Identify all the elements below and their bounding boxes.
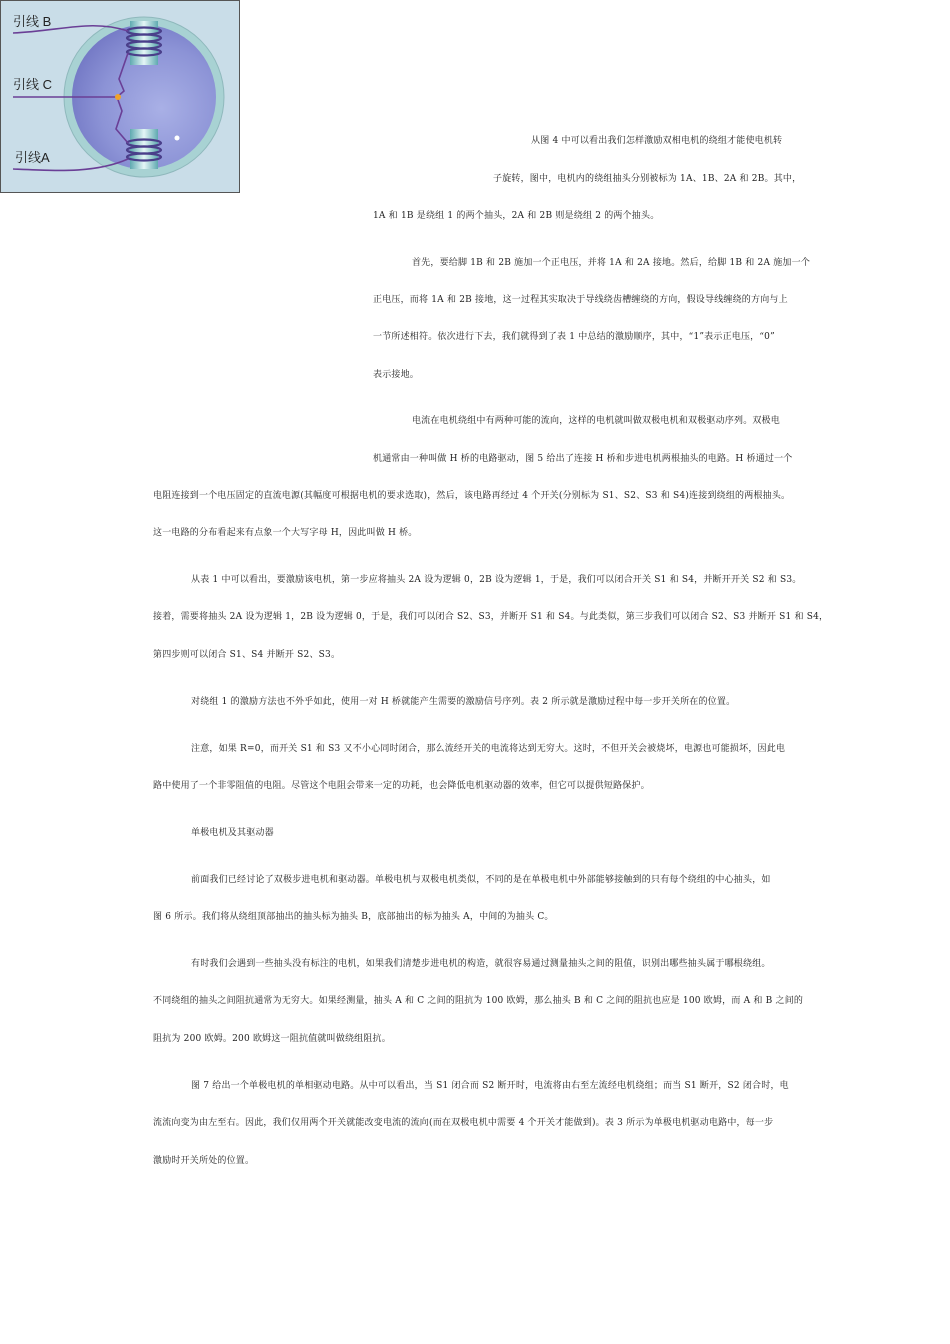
text-line: 注意，如果 R=0，而开关 S1 和 S3 又不小心同时闭合，那么流经开关的电流将达到无穷大。这时，不但开关会被烧坏，电源也可能损坏，因此电 bbox=[191, 744, 786, 754]
section-heading: 单极电机及其驱动器 bbox=[191, 828, 274, 838]
text-line: 机通常由一种叫做 H 桥的电路驱动，图 5 给出了连接 H 桥和步进电机两根抽头的电路。H 桥通过一个 bbox=[373, 454, 793, 464]
text-line: 不同绕组的抽头之间阻抗通常为无穷大。如果经测量，抽头 A 和 C 之间的阻抗为 100 欧姆，那么抽头 B 和 C 之间的阻抗也应是 100 欧姆，而 A 和 B 之间的 bbox=[153, 996, 804, 1006]
text-line: 第四步则可以闭合 S1、S4 并断开 S2、S3。 bbox=[153, 650, 341, 660]
text-line: 电流在电机绕组中有两种可能的流向，这样的电机就叫做双极电机和双极驱动序列。双极电 bbox=[412, 416, 781, 426]
text-line: 前面我们已经讨论了双极步进电机和驱动器。单极电机与双极电机类似，不同的是在单极电机中外部能够接触到的只有每个绕组的中心抽头，如 bbox=[191, 875, 771, 885]
text-line: 流流向变为由左至右。因此，我们仅用两个开关就能改变电流的流向(而在双极电机中需要 4 个开关才能做到)。表 3 所示为单极电机驱动电路中，每一步 bbox=[153, 1118, 774, 1128]
text-line: 子旋转，图中，电机内的绕组抽头分别被标为 1A、1B、2A 和 2B。其中， bbox=[493, 174, 802, 184]
motor-winding-figure bbox=[0, 0, 240, 193]
text-line: 接着，需要将抽头 2A 设为逻辑 1，2B 设为逻辑 0，于是，我们可以闭合 S2、S3，并断开 S1 和 S4。与此类似，第三步我们可以闭合 S2、S3 并断开 S1 和 S4， bbox=[153, 612, 829, 622]
text-line: 表示接地。 bbox=[373, 370, 420, 380]
text-line: 阻抗为 200 欧姆。200 欧姆这一阻抗值就叫做绕组阻抗。 bbox=[153, 1034, 391, 1044]
text-line: 路中使用了一个非零阻值的电阻。尽管这个电阻会带来一定的功耗，也会降低电机驱动器的效率，但它可以提供短路保护。 bbox=[153, 781, 650, 791]
text-line: 一节所述相符。依次进行下去，我们就得到了表 1 中总结的激励顺序，其中，“1”表示正电压，“0” bbox=[373, 332, 775, 342]
lead-b-label: 引线 B bbox=[13, 14, 52, 29]
text-line: 从图 4 中可以看出我们怎样激励双相电机的绕组才能使电机转 bbox=[531, 136, 783, 146]
text-line: 正电压，而将 1A 和 2B 接地，这一过程其实取决于导线绕齿槽缠绕的方向，假设导线缠绕的方向与上 bbox=[373, 295, 788, 305]
text-line: 这一电路的分布看起来有点象一个大写字母 H，因此叫做 H 桥。 bbox=[153, 528, 418, 538]
text-line: 图 6 所示。我们将从绕组顶部抽出的抽头标为抽头 B，底部抽出的标为抽头 A，中间的为抽头 C。 bbox=[153, 912, 554, 922]
text-line: 电阻连接到一个电压固定的直流电源(其幅度可根据电机的要求选取)，然后，该电路再经过 4 个开关(分别标为 S1、S2、S3 和 S4)连接到绕组的两根抽头。 bbox=[153, 491, 791, 501]
text-line: 图 7 给出一个单极电机的单相驱动电路。从中可以看出，当 S1 闭合而 S2 断开时，电流将由右至左流经电机绕组；而当 S1 断开，S2 闭合时，电 bbox=[191, 1081, 789, 1091]
lead-a-label: 引线A bbox=[15, 150, 50, 165]
text-line: 有时我们会遇到一些抽头没有标注的电机，如果我们清楚步进电机的构造，就很容易通过测量抽头之间的阻值，识别出哪些抽头属于哪根绕组。 bbox=[191, 959, 771, 969]
motor-diagram bbox=[1, 1, 239, 192]
text-line: 对绕组 1 的激励方法也不外乎如此，使用一对 H 桥就能产生需要的激励信号序列。表 2 所示就是激励过程中每一步开关所在的位置。 bbox=[191, 697, 736, 707]
text-line: 首先，要给脚 1B 和 2B 施加一个正电压，并将 1A 和 2A 接地。然后，给脚 1B 和 2A 施加一个 bbox=[412, 258, 811, 268]
text-line: 1A 和 1B 是绕组 1 的两个抽头，2A 和 2B 则是绕组 2 的两个抽头。 bbox=[373, 211, 660, 221]
lead-c-label: 引线 C bbox=[13, 77, 53, 92]
text-line: 从表 1 中可以看出，要激励该电机，第一步应将抽头 2A 设为逻辑 0，2B 设为逻辑 1，于是，我们可以闭合开关 S1 和 S4，并断开开关 S2 和 S3。 bbox=[191, 575, 802, 585]
text-line: 激励时开关所处的位置。 bbox=[153, 1156, 255, 1166]
